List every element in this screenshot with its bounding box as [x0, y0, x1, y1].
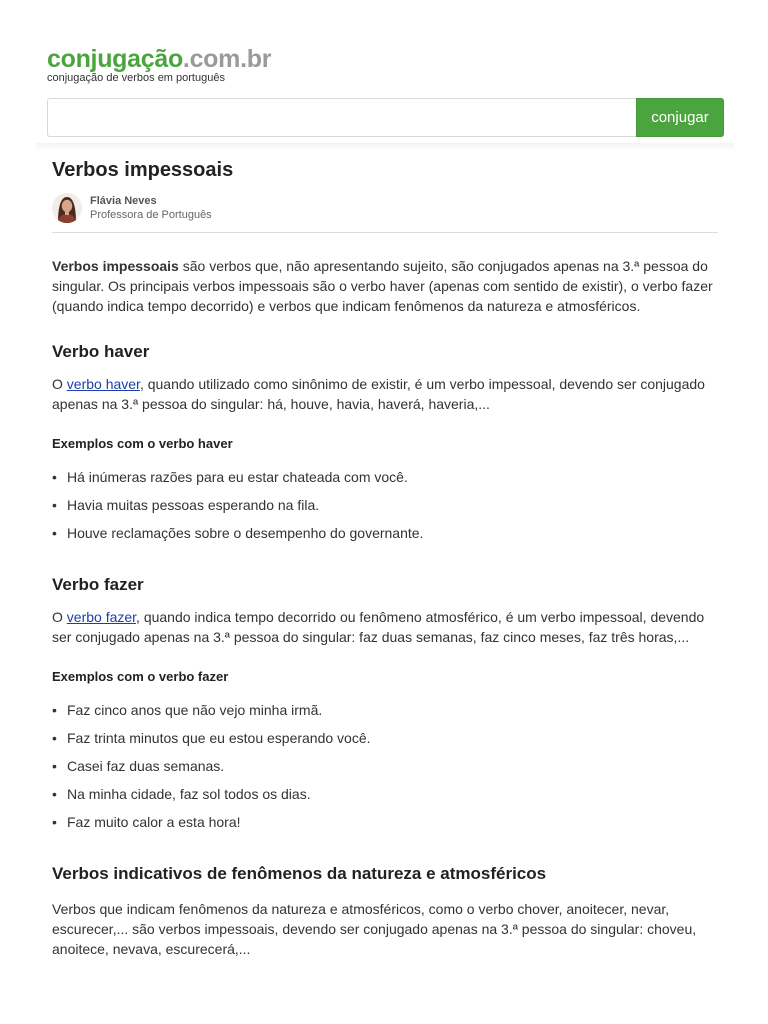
fazer-paragraph	[52, 607, 718, 647]
author-block	[52, 193, 718, 233]
header-shadow	[36, 143, 734, 151]
intro-paragraph	[52, 256, 718, 316]
section-heading-fazer: Verbo fazer	[52, 575, 144, 594]
section-heading-natureza: Verbos indicativos de fenômenos da natureza e atmosféricos	[52, 864, 547, 883]
list-item: • Na minha cidade, faz sol todos os dias.	[52, 784, 718, 804]
search-input[interactable]	[47, 98, 636, 137]
fazer-text-before: O	[52, 609, 67, 625]
natureza-paragraph: Verbos que indicam fenômenos da natureza e atmosféricos, como o verbo chover, anoitecer, nevar, escurecer,... são verbos impessoais, devendo ser conjugado apenas na 3.ª pessoa do singular: choveu, anoitece, nevava, escurecerá,...	[52, 901, 697, 957]
examples-heading-fazer: Exemplos com o verbo fazer	[52, 669, 229, 684]
verbo-fazer-link[interactable]: verbo fazer	[66, 609, 137, 625]
site-logo[interactable]	[47, 44, 271, 74]
intro-bold: Verbos impessoais	[52, 258, 179, 274]
examples-list-haver	[52, 467, 718, 543]
examples-heading-haver: Exemplos com o verbo haver	[52, 436, 233, 451]
site-tagline: conjugação de verbos em português	[47, 72, 225, 84]
verbo-haver-link[interactable]: verbo haver	[66, 376, 140, 392]
haver-text-after: , quando utilizado como sinônimo de existir, é um verbo impessoal, devendo ser conjugado apenas na 3.ª pessoa do singular: há, houve, havia, haverá, haveria,...	[52, 376, 705, 412]
author-name: Flávia Neves	[90, 195, 157, 207]
fazer-text-after: , quando indica tempo decorrido ou fenômeno atmosférico, é um verbo impessoal, devendo ser conjugado apenas na 3.ª pessoa do singular: faz duas semanas, faz cinco meses, faz três horas,...	[52, 609, 705, 645]
list-item: • Houve reclamações sobre o desempenho do governante.	[52, 523, 718, 543]
search-bar	[47, 98, 724, 137]
conjugar-button[interactable]: conjugar	[636, 98, 724, 137]
page-title: Verbos impessoais	[52, 159, 234, 181]
list-item: • Faz trinta minutos que eu estou esperando você.	[52, 728, 718, 748]
list-item: • Casei faz duas semanas.	[52, 756, 718, 776]
site-header	[47, 44, 271, 85]
examples-list-fazer	[52, 700, 718, 832]
intro-text: são verbos que, não apresentando sujeito, são conjugados apenas na 3.ª pessoa do singular. Os principais verbos impessoais são o verbo haver (apenas com sentido de existir), o verbo fazer (quando indica tempo decorrido) e verbos que indicam fenômenos da natureza e atmosféricos.	[52, 258, 713, 314]
section-heading-haver: Verbo haver	[52, 342, 150, 361]
author-info	[90, 194, 212, 222]
list-item: • Faz cinco anos que não vejo minha irmã.	[52, 700, 718, 720]
author-role: Professora de Português	[90, 209, 212, 221]
list-item: • Havia muitas pessoas esperando na fila.	[52, 495, 718, 515]
logo-suffix: .com.br	[182, 45, 272, 73]
list-item: • Há inúmeras razões para eu estar chateada com você.	[52, 467, 718, 487]
author-avatar	[52, 193, 82, 223]
haver-paragraph	[52, 374, 718, 414]
haver-text-before: O	[52, 376, 67, 392]
article	[52, 156, 718, 959]
list-item: • Faz muito calor a esta hora!	[52, 812, 718, 832]
logo-main: conjugação	[47, 45, 183, 73]
